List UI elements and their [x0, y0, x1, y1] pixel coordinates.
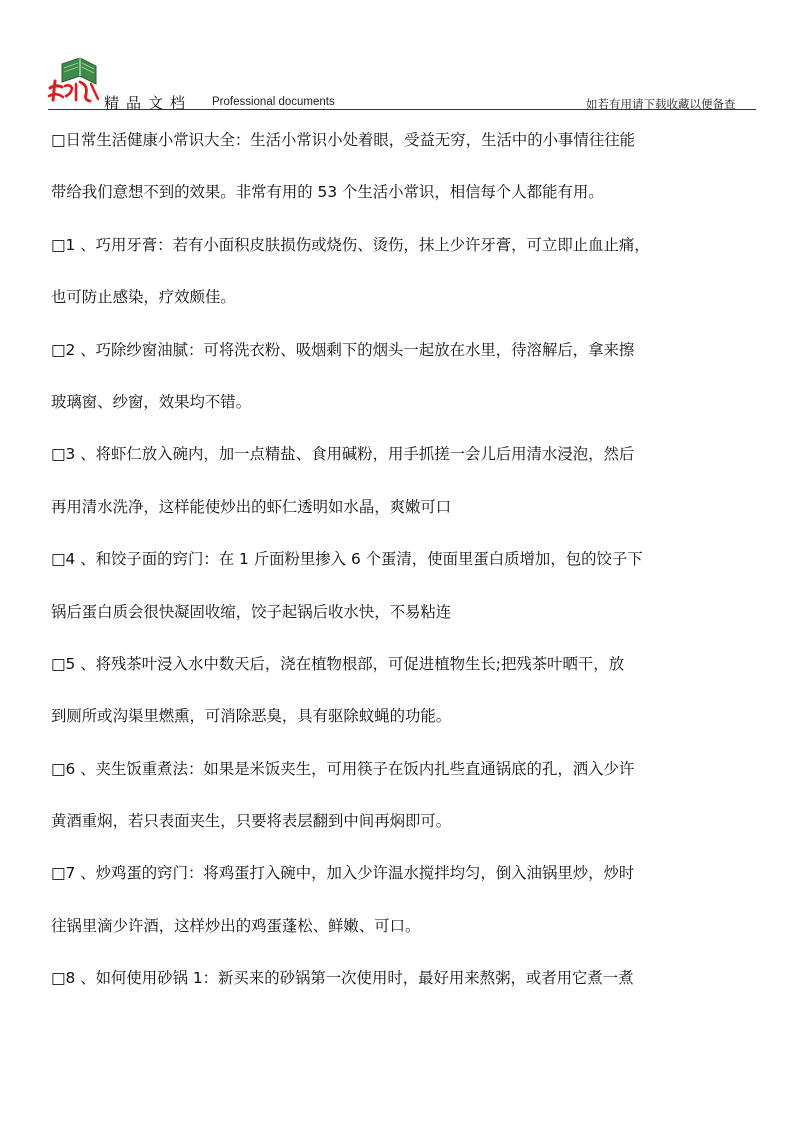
header-title: 精品文档 — [104, 94, 193, 112]
text-line: 也可防止感染，疗效颇佳。 — [51, 288, 236, 307]
header-divider — [48, 109, 756, 110]
text-line: □6 、夹生饭重煮法：如果是米饭夹生，可用筷子在饭内扎些直通锅底的孔，洒入少许 — [51, 759, 635, 778]
text-line: 黄酒重焖，若只表面夹生，只要将表层翻到中间再焖即可。 — [51, 812, 452, 831]
text-line: □1 、巧用牙膏：若有小面积皮肤损伤或烧伤、烫伤，抹上少许牙膏，可立即止血止痛， — [51, 235, 650, 254]
text-line: 到厕所或沟渠里燃熏，可消除恶臭，具有驱除蚊蝇的功能。 — [51, 707, 452, 726]
document-body — [51, 122, 763, 1013]
text-line: □3 、将虾仁放入碗内，加一点精盐、食用碱粉，用手抓搓一会儿后用清水浸泡，然后 — [51, 445, 635, 464]
text-line: □5 、将残茶叶浸入水中数天后，浇在植物根部，可促进植物生长;把残茶叶晒干，放 — [51, 654, 625, 673]
text-line: □8 、如何使用砂锅 1：新买来的砂锅第一次使用时，最好用来熬粥，或者用它煮一煮 — [51, 969, 634, 988]
text-line: □7 、炒鸡蛋的窍门：将鸡蛋打入碗中，加入少许温水搅拌均匀，倒入油锅里炒，炒时 — [51, 864, 635, 883]
text-line: □日常生活健康小常识大全：生活小常识小处着眼，受益无穷，生活中的小事情往往能 — [51, 131, 635, 149]
text-line: 往锅里滴少许酒，这样炒出的鸡蛋蓬松、鲜嫩、可口。 — [51, 916, 421, 935]
header-subtitle: Professional documents — [212, 96, 335, 108]
text-line: □2 、巧除纱窗油腻：可将洗衣粉、吸烟剩下的烟头一起放在水里，待溶解后，拿来擦 — [51, 340, 635, 359]
text-line: 锅后蛋白质会很快凝固收缩，饺子起锅后收水快，不易粘连 — [51, 602, 452, 621]
text-line: 再用清水洗净，这样能使炒出的虾仁透明如水晶，爽嫩可口 — [51, 497, 452, 516]
page-header — [0, 0, 794, 112]
text-line: 带给我们意想不到的效果。非常有用的 53 个生活小常识，相信每个人都能有用。 — [51, 183, 604, 202]
header-note: 如若有用请下载收藏以便备查 — [586, 97, 736, 111]
book-icon — [62, 58, 96, 84]
text-line: 玻璃窗、纱窗，效果均不错。 — [51, 392, 252, 411]
logo-calligraphy — [49, 81, 98, 101]
text-line: □4 、和饺子面的窍门：在 1 斤面粉里掺入 6 个蛋清，使面里蛋白质增加，包的饺子下 — [51, 550, 643, 569]
knowledge-logo-icon — [46, 54, 102, 104]
